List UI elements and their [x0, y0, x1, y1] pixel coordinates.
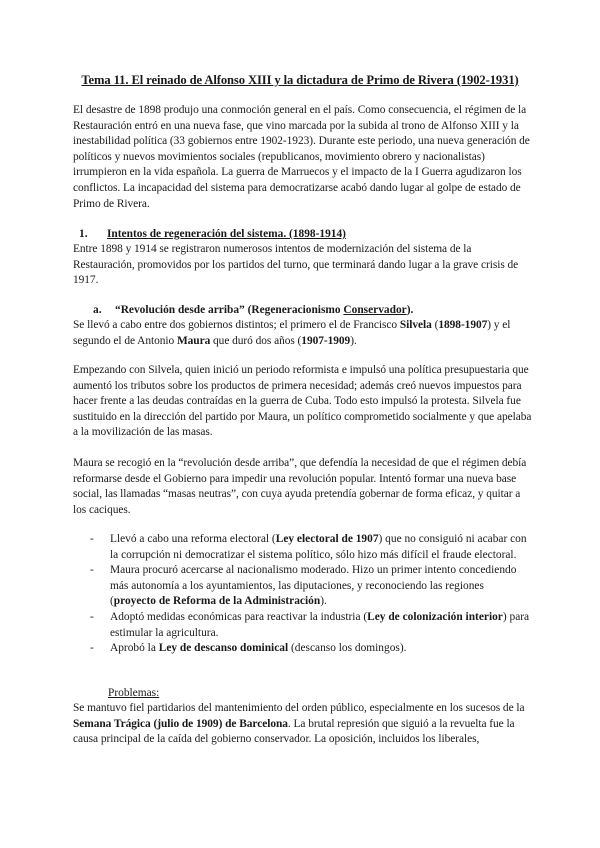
subsection-a-heading	[93, 303, 413, 319]
bold-term: Ley electoral de 1907	[275, 533, 379, 545]
text-run: Maura procuró acercarse al nacionalismo moderado. Hizo un primer intento concediendo más autonomía a los ayuntamientos, las diputaciones, y reconociendo las regiones (	[110, 564, 517, 608]
list-item	[90, 641, 530, 657]
text-run: que duró dos años (	[210, 334, 302, 347]
section-1-heading	[79, 227, 346, 243]
text-run: Aprobó la	[110, 642, 159, 655]
text-run: ).	[350, 334, 357, 347]
subsection-a-letter: a.	[93, 304, 102, 316]
subsection-a-title-pre: “Revolución desde arriba” (Regeneracionismo	[115, 304, 344, 316]
text-run: . La brutal represión que siguió a la revuelta fue la causa principal de la caída del gobierno conservador. La oposición, incluidos los liberales,	[73, 717, 515, 746]
list-item	[90, 563, 530, 610]
text-run: (descanso los domingos).	[288, 642, 407, 655]
text-run: Se llevó a cabo entre dos gobiernos distintos; el primero el de Francisco	[73, 319, 400, 331]
bullet-dash: -	[90, 642, 94, 655]
reform-list	[90, 532, 530, 657]
subsection-a-title-underlined: Conservador	[343, 304, 407, 316]
problemas-paragraph	[73, 701, 533, 748]
list-item	[90, 532, 530, 563]
text-run: ) para estimular la agricultura.	[110, 610, 530, 639]
problemas-label	[108, 686, 159, 702]
bold-dates-maura: 1907-1909	[301, 334, 351, 347]
bold-silvela: Silvela	[399, 319, 432, 331]
page-title: Tema 11. El reinado de Alfonso XIII y la dictadura de Primo de Rivera (1902-1931)	[81, 73, 519, 87]
intro-paragraph: El desastre de 1898 produjo una conmoción general en el país. Como consecuencia, el régimen de la Restauración entró en una nueva fase, que vino marcada por la subida al trono de Alfonso XIII y la inestabilidad política (33 gobiernos entre 1902-1923). Durante este periodo, una nueva generación de políticos y nuevos movimientos sociales (republicanos, movimiento obrero y nacionalistas) irrumpieron en la vida española. La guerra de Marruecos y el impacto de la I Guerra agudizaron los conflictos. La incapacidad del sistema para democratizarse acabó dando lugar al golpe de estado de Primo de Rivera.	[73, 104, 530, 210]
text-run: Adoptó medidas económicas para reactivar la industria (	[110, 610, 368, 623]
bold-term: Ley de descanso dominical	[158, 642, 289, 655]
gobiernos-paragraph	[73, 318, 533, 349]
bullet-dash: -	[90, 610, 94, 623]
text-run: ).	[320, 595, 327, 608]
text-run: (	[431, 319, 439, 331]
silvela-paragraph: Empezando con Silvela, quien inició un periodo reformista e impulsó una política presupuestaria que aumentó los tributos sobre los productos de primera necesidad; además creó nuevos impuestos para hacer frente a las deudas contraídas en la guerra de Cuba. Todo esto impulsó la protesta. Silvela fue sustituido en la dirección del partido por Maura, un político comprometido socialmente y que apelaba a la movilización de las masas.	[73, 364, 532, 439]
bold-term: proyecto de Reforma de la Administración	[113, 595, 321, 608]
subsection-a-title-post: ).	[406, 304, 414, 316]
text-run: Se mantuvo fiel partidarios del mantenimiento del orden público, especialmente en los sucesos de la	[73, 702, 525, 714]
section-1-number: 1.	[79, 228, 88, 240]
text-run: Llevó a cabo una reforma electoral (	[110, 533, 276, 545]
section-1-text: Entre 1898 y 1914 se registraron numerosos intentos de modernización del sistema de la Restauración, promovidos por los partidos del turno, que terminará dando lugar a la grave crisis de 1917.	[73, 243, 519, 287]
maura-paragraph: Maura se recogió en la “revolución desde arriba”, que defendía la necesidad de que el régimen debía reformarse desde el Gobierno para impedir una revolución popular. Intentó formar una nueva base social, las llamadas “masas neutras”, con cuya ayuda pretendía gobernar de forma eficaz, y quitar a los caciques.	[73, 457, 527, 516]
bold-maura: Maura	[176, 334, 211, 347]
problemas-label-text: Problemas:	[108, 687, 160, 699]
text-run: ) y el segundo el de Antonio	[73, 319, 511, 347]
list-item	[90, 610, 530, 641]
bold-semana-tragica: Semana Trágica (julio de 1909) de Barcelona	[73, 717, 288, 730]
bullet-dash: -	[90, 533, 94, 545]
bold-dates-silvela: 1898-1907	[438, 319, 488, 331]
section-1-title: Intentos de regeneración del sistema. (1898-1914)	[107, 228, 346, 240]
text-run: ) que no consiguió ni acabar con la corrupción ni democratizar el sistema político, sólo hizo más difícil el fraude electoral.	[110, 533, 527, 561]
bullet-dash: -	[90, 564, 94, 577]
bold-term: Ley de colonización interior	[367, 610, 503, 623]
